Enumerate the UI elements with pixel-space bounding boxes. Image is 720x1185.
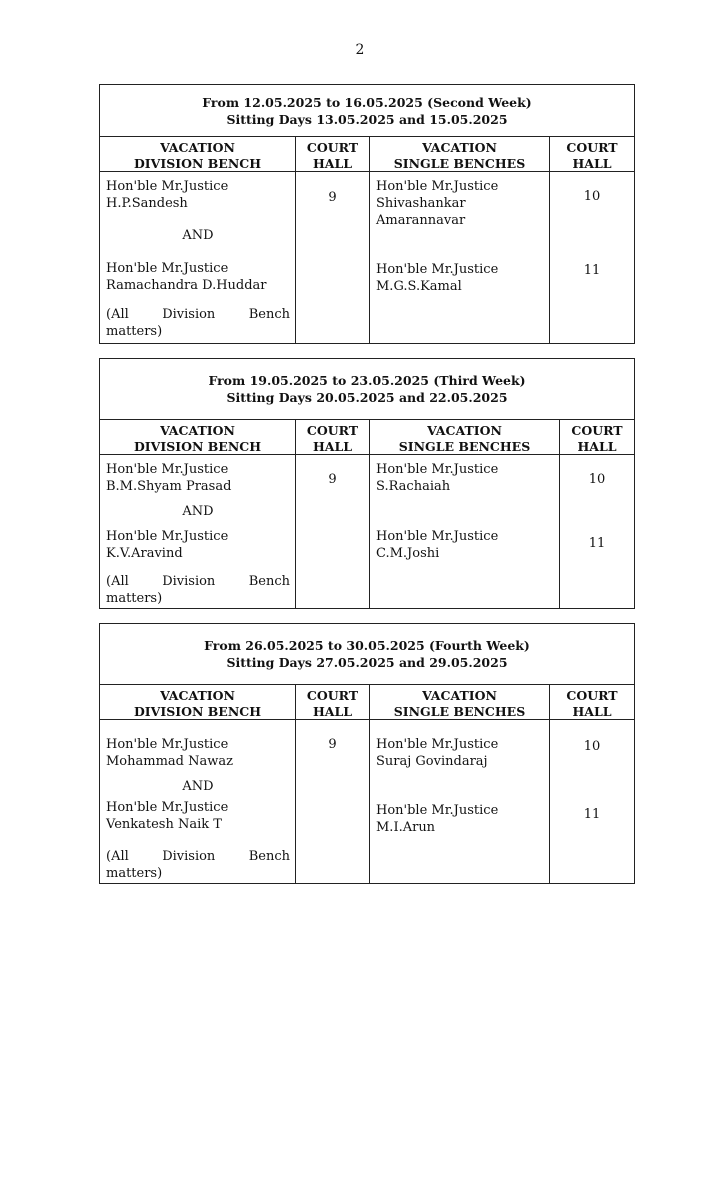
column-headers	[100, 685, 634, 720]
division-bench-cell	[100, 455, 296, 609]
single-hall-cell	[560, 455, 634, 609]
page-number: 2	[355, 42, 365, 58]
division-hall-cell	[296, 720, 370, 884]
single-judge: Hon'ble Mr.Justice Suraj Govindaraj	[376, 737, 499, 769]
header-court-hall: COURT HALL	[296, 685, 370, 719]
single-hall-cell	[550, 720, 634, 884]
bench-note: (All Division Bench matters)	[106, 849, 290, 881]
single-judge: Hon'ble Mr.Justice M.G.S.Kamal	[376, 262, 499, 294]
division-judge: Hon'ble Mr.Justice B.M.Shyam Prasad	[106, 462, 232, 494]
division-bench-cell	[100, 720, 296, 884]
division-judge: Hon'ble Mr.Justice Mohammad Nawaz	[106, 737, 233, 769]
header-court-hall: COURT HALL	[571, 423, 623, 454]
court-hall-number: 10	[583, 189, 601, 204]
court-hall-number: 11	[588, 536, 606, 551]
single-judge: Hon'ble Mr.Justice C.M.Joshi	[376, 529, 499, 561]
header-court-hall: COURT HALL	[296, 137, 370, 171]
week-table-second-week	[99, 84, 635, 344]
single-judge: Hon'ble Mr.Justice Shivashankar Amarannavar	[376, 179, 499, 228]
court-hall-number: 10	[588, 472, 606, 487]
court-hall-number: 9	[328, 737, 337, 752]
and-label: AND	[182, 779, 214, 794]
single-bench-cell	[370, 720, 550, 884]
header-single-benches: VACATION SINGLE BENCHES	[370, 420, 560, 454]
header-court-hall: COURT HALL	[566, 140, 618, 171]
single-hall-cell	[550, 172, 634, 344]
header-court-hall: COURT HALL	[566, 688, 618, 719]
week-header	[100, 624, 634, 685]
division-hall-cell	[296, 172, 370, 344]
week-header	[100, 85, 634, 137]
header-division-bench: VACATION DIVISION BENCH	[100, 137, 296, 171]
week-title: From 19.05.2025 to 23.05.2025 (Third Week)	[208, 373, 526, 388]
header-division-bench: VACATION DIVISION BENCH	[100, 685, 296, 719]
week-sitting-days: Sitting Days 13.05.2025 and 15.05.2025	[226, 111, 508, 127]
single-judge: Hon'ble Mr.Justice M.I.Arun	[376, 803, 499, 835]
court-hall-number: 11	[583, 263, 601, 278]
week-title: From 12.05.2025 to 16.05.2025 (Second Week)	[202, 94, 532, 110]
bench-row	[100, 455, 634, 609]
header-court-hall: COURT HALL	[296, 420, 370, 454]
header-division-bench: VACATION DIVISION BENCH	[100, 420, 296, 454]
week-sitting-days: Sitting Days 27.05.2025 and 29.05.2025	[226, 655, 508, 670]
week-table-fourth-week	[99, 623, 635, 884]
bench-row	[100, 172, 634, 344]
and-label: AND	[182, 228, 214, 243]
single-judge: Hon'ble Mr.Justice S.Rachaiah	[376, 462, 499, 494]
single-bench-cell	[370, 172, 550, 344]
header-single-benches: VACATION SINGLE BENCHES	[370, 137, 550, 171]
court-hall-number: 9	[328, 190, 337, 205]
division-judge: Hon'ble Mr.Justice H.P.Sandesh	[106, 179, 229, 211]
column-headers	[100, 420, 634, 455]
header-single-benches: VACATION SINGLE BENCHES	[370, 685, 550, 719]
week-header	[100, 359, 634, 420]
court-hall-number: 9	[328, 472, 337, 487]
division-judge: Hon'ble Mr.Justice Venkatesh Naik T	[106, 800, 229, 832]
single-bench-cell	[370, 455, 560, 609]
division-bench-cell	[100, 172, 296, 344]
division-hall-cell	[296, 455, 370, 609]
court-hall-number: 10	[583, 739, 601, 754]
court-hall-number: 11	[583, 807, 601, 822]
bench-note: (All Division Bench matters)	[106, 574, 290, 606]
and-label: AND	[182, 504, 214, 519]
week-title: From 26.05.2025 to 30.05.2025 (Fourth Week)	[204, 638, 530, 653]
bench-row	[100, 720, 634, 884]
column-headers	[100, 137, 634, 172]
bench-note: (All Division Bench matters)	[106, 307, 290, 339]
week-sitting-days: Sitting Days 20.05.2025 and 22.05.2025	[226, 390, 508, 405]
week-table-third-week	[99, 358, 635, 609]
division-judge: Hon'ble Mr.Justice K.V.Aravind	[106, 529, 229, 561]
division-judge: Hon'ble Mr.Justice Ramachandra D.Huddar	[106, 261, 267, 293]
